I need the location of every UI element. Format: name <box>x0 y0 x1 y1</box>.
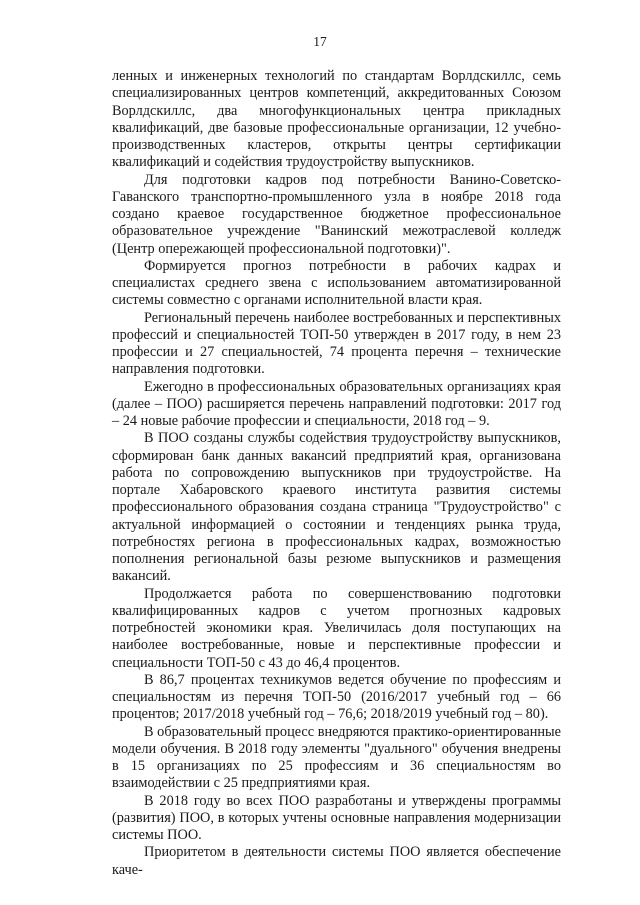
paragraph-continues: Приоритетом в деятельности системы ПОО является обеспечение каче- <box>112 844 561 878</box>
paragraph: Формируется прогноз потребности в рабочих кадрах и специалистах среднего звена с использованием автоматизированной системы совместно с органами исполнительной власти края. <box>112 257 561 309</box>
page-number: 17 <box>313 34 327 49</box>
paragraph: В 2018 году во всех ПОО разработаны и утверждены программы (развития) ПОО, в которых учтены основные направления модернизации системы ПОО. <box>112 792 561 843</box>
body-text <box>112 68 561 879</box>
paragraph: В ПОО созданы службы содействия трудоустройству выпускников, сформирован банк данных вакансий предприятий края, организована работа по сопровождению выпускников при трудоустройстве. На портале Хабаровского краевого института развития системы профессионального образования создана страница "Трудоустройство" с актуальной информацией о состоянии и тенденциях рынка труда, потребностях региона в профессиональных кадрах, возможностью пополнения региональной базы резюме выпускников и размещения вакансий. <box>112 430 561 585</box>
paragraph: Для подготовки кадров под потребности Ванино-Советско-Гаванского транспортно-промышленного узла в ноябре 2018 года создано краевое государственное бюджетное профессиональное образовательное учреждение "Ванинский межотраслевой колледж (Центр опережающей профессиональной подготовки)". <box>112 171 561 257</box>
paragraph: Региональный перечень наиболее востребованных и перспективных профессий и специальностей ТОП-50 утвержден в 2017 году, в нем 23 профессии и 27 специальностей, 74 процента перечня – технические направления подготовки. <box>112 309 561 378</box>
paragraph: Ежегодно в профессиональных образовательных организациях края (далее – ПОО) расширяется перечень направлений подготовки: 2017 год – 24 новые рабочие профессии и специальности, 2018 год – 9. <box>112 378 561 429</box>
paragraph-continued: ленных и инженерных технологий по стандартам Ворлдскиллс, семь специализированных центров компетенций, аккредитованных Союзом Ворлдскиллс, два многофункциональных центра прикладных квалификаций, две базовые профессиональные организации, 12 учебно-производственных кластеров, открыты центры сертификации квалификаций и содействия трудоустройству выпускников. <box>112 68 561 171</box>
paragraph: В 86,7 процентах техникумов ведется обучение по профессиям и специальностям из перечня ТОП-50 (2016/2017 учебный год – 66 процентов; 2017/2018 учебный год – 76,6; 2018/2019 учебный год – 80). <box>112 671 561 723</box>
paragraph: Продолжается работа по совершенствованию подготовки квалифицированных кадров с учетом прогнозных кадровых потребностей экономики края. Увеличилась доля поступающих на наиболее востребованные, новые и перспективные профессии и специальности ТОП-50 с 43 до 46,4 процентов. <box>112 585 561 671</box>
paragraph: В образовательный процесс внедряются практико-ориентированные модели обучения. В 2018 году элементы "дуального" обучения внедрены в 15 организациях по 25 профессиям и 36 специальностям во взаимодействии с 25 предприятиями края. <box>112 723 561 792</box>
